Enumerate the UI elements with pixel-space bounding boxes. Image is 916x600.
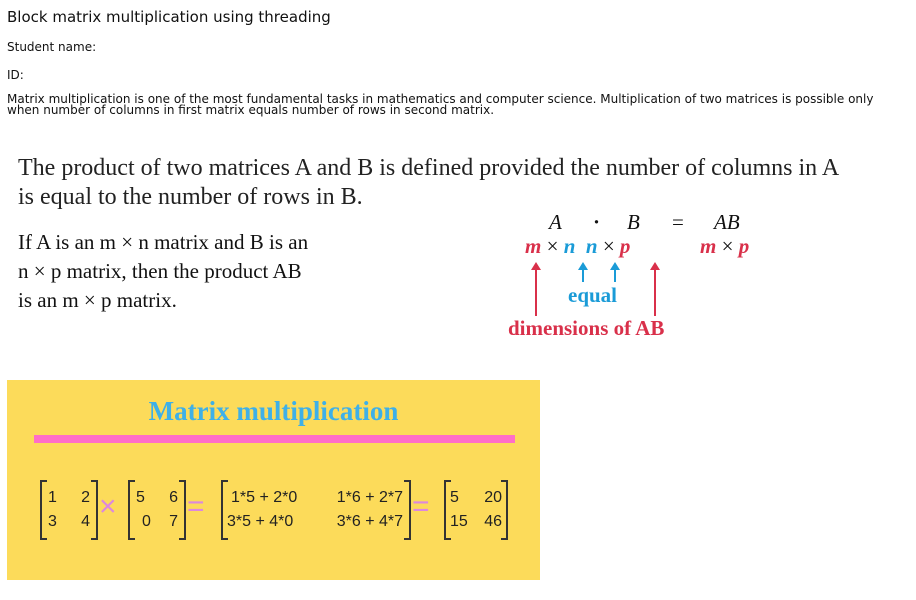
dimensions-label: dimensions of AB — [508, 316, 665, 340]
matrix-cell: 5 — [136, 489, 145, 506]
matrix-cell: 6 — [169, 489, 178, 506]
result-dim-p: p — [738, 234, 750, 258]
times-symbol: × — [721, 234, 734, 258]
matrix-cell: 1*6 + 2*7 — [336, 489, 403, 506]
times-icon: × — [99, 490, 117, 523]
equals-icon: = — [187, 490, 205, 523]
label-ab: AB — [714, 210, 740, 234]
matrix-cell: 20 — [484, 489, 502, 506]
dim-m: m — [525, 234, 542, 258]
matrix-cell: 7 — [169, 513, 178, 530]
dim-p: p — [619, 234, 631, 258]
matrix-expanded — [221, 480, 411, 540]
matrix-cell: 5 — [450, 489, 459, 506]
label-a: A — [549, 210, 562, 234]
rule-line-1: If A is an m × n matrix and B is an — [18, 230, 309, 254]
matrix-cell: 1*5 + 2*0 — [231, 489, 298, 506]
matrix-cell: 2 — [81, 489, 90, 506]
matrix-multiplication-card — [7, 380, 540, 580]
matrix-cell: 0 — [142, 513, 151, 530]
card-title: Matrix multiplication — [148, 396, 399, 426]
definition-line-2: is equal to the number of rows in B. — [18, 184, 363, 210]
rule-line-3: is an m × p matrix. — [18, 288, 177, 312]
times-symbol: × — [546, 234, 559, 258]
matrix-cell: 15 — [450, 513, 468, 530]
matrix-cell: 3*5 + 4*0 — [227, 513, 294, 530]
dot-symbol: · — [593, 210, 601, 234]
dim-n2: n — [585, 234, 598, 258]
label-b: B — [627, 210, 640, 234]
matrix-cell: 3 — [48, 513, 57, 530]
matrix-cell: 1 — [48, 489, 57, 506]
equals-icon: = — [412, 490, 430, 523]
arrow-up-icon — [582, 268, 584, 282]
matrix-a — [40, 480, 98, 540]
result-dim-m: m — [700, 234, 717, 258]
arrow-up-icon — [654, 268, 656, 316]
divider-bar — [34, 435, 515, 443]
equals-symbol: = — [672, 210, 684, 234]
rule-line-2: n × p matrix, then the product AB — [18, 259, 302, 283]
student-name-label: Student name: — [7, 40, 97, 54]
matrix-cell: 46 — [484, 513, 502, 530]
id-label: ID: — [7, 68, 24, 82]
arrow-up-icon — [535, 268, 537, 316]
matrix-b — [128, 480, 186, 540]
equal-label: equal — [568, 283, 618, 307]
arrow-up-icon — [614, 268, 616, 282]
dim-n1: n — [563, 234, 576, 258]
matrix-result — [444, 480, 508, 540]
matrix-cell: 3*6 + 4*7 — [336, 513, 403, 530]
page-title: Block matrix multiplication using threading — [7, 8, 331, 26]
times-symbol: × — [602, 234, 615, 258]
definition-line-1: The product of two matrices A and B is defined provided the number of columns in A — [18, 155, 840, 181]
matrix-cell: 4 — [81, 513, 90, 530]
intro-paragraph: Matrix multiplication is one of the most fundamental tasks in mathematics and computer science. Multiplication of two matrices is possible only when number of columns in first matrix equals number of rows in second matrix. — [7, 92, 874, 117]
